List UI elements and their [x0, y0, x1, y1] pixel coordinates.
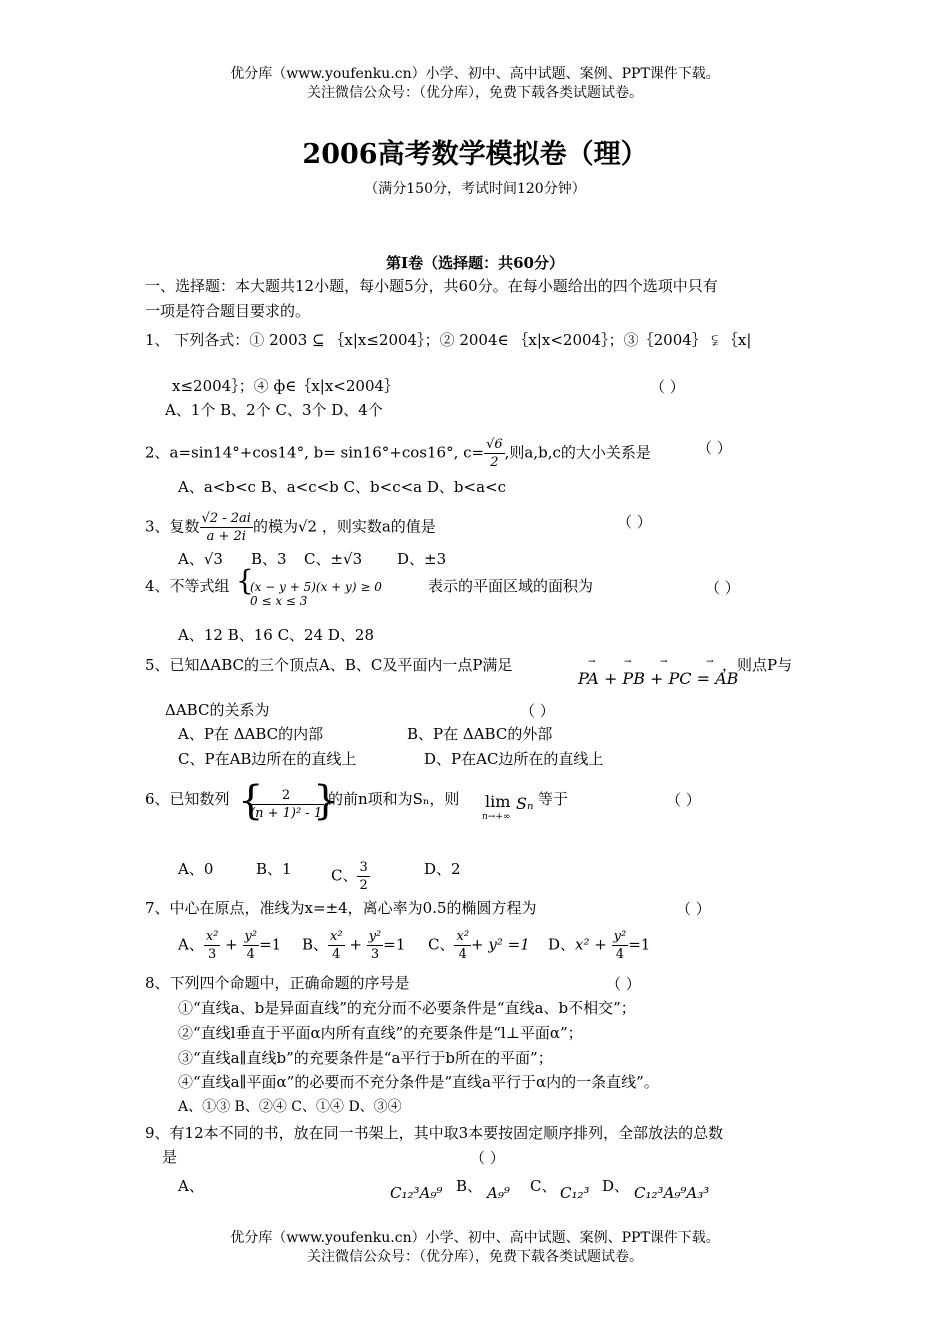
- q6-mid: 的前n项和为Sₙ，则: [328, 790, 460, 808]
- q3-option-c: C、±√3: [304, 550, 363, 568]
- q7-c-label: C、: [428, 935, 455, 954]
- q7-option-a: A、 $\frac{\text{x²}}{3}$ + $\frac{\text{y²}}{4}$ =1: [178, 929, 282, 962]
- q8-stem: 8、下列四个命题中，正确命题的序号是: [145, 974, 410, 992]
- q3-option-d: D、±3: [397, 550, 447, 568]
- q9-option-d-expr: C₁₂³A₉⁹A₃³: [634, 1184, 710, 1202]
- page-title: 2006高考数学模拟卷（理）: [302, 139, 648, 170]
- q7-a-n2: y²: [244, 929, 258, 944]
- q9-option-c-label: C、: [530, 1177, 557, 1195]
- q6-c-den: 2: [359, 878, 368, 893]
- q6-answer-paren: （ ）: [666, 791, 701, 809]
- q2-options: A、a<b<c B、a<c<b C、b<c<a D、b<a<c: [178, 478, 506, 496]
- q2-den: 2: [490, 455, 499, 470]
- q8-answer-paren: （ ）: [606, 975, 641, 993]
- q7-d-tail: =1: [628, 935, 651, 954]
- q7-a-n1: x²: [205, 929, 219, 944]
- q6-c-num: 3: [359, 860, 368, 875]
- q6-lim-sub: n→+∞: [482, 812, 511, 822]
- q3-pre: 3、复数: [145, 517, 200, 536]
- q4-tail: 表示的平面区域的面积为: [428, 577, 594, 595]
- q9-answer-paren: （ ）: [470, 1149, 505, 1167]
- q6-option-a: A、0: [178, 860, 214, 878]
- q9-option-b-label: B、: [456, 1177, 483, 1195]
- q7-option-b: B、 $\frac{\text{x²}}{4}$ + $\frac{\text{y²}}{3}$ =1: [302, 929, 406, 962]
- q7-b-frac-2: [367, 928, 384, 963]
- q3-den: a + 2i: [206, 529, 246, 544]
- q2-tail: ,则a,b,c的大小关系是: [504, 443, 651, 462]
- q7-b-n2: y²: [368, 929, 382, 944]
- q8-item-1: ①“直线a、b是异面直线”的充分而不必要条件是“直线a、b不相交”；: [178, 999, 636, 1017]
- q7-b-frac-1: [328, 928, 345, 963]
- arrow-icon-ab: →: [706, 657, 714, 667]
- q8-item-4: ④“直线a∥平面α”的必要而不充分条件是“直线a平行于α内的一条直线”。: [178, 1073, 659, 1091]
- q7-a-tail: =1: [259, 935, 282, 954]
- q7-d-frac: [612, 928, 629, 963]
- q6-lim: lim: [485, 792, 511, 811]
- q4-sys-2: 0 ≤ x ≤ 3: [250, 594, 308, 608]
- q9-option-b-expr: A₉⁹: [487, 1184, 510, 1202]
- q9-option-c-expr: C₁₂³: [560, 1184, 590, 1202]
- q7-a-frac-2: [243, 928, 260, 963]
- q9-option-d-label: D、: [602, 1177, 630, 1195]
- footer-line-2: 关注微信公众号：（优分库），免费下载各类试题试卷。: [307, 1249, 643, 1265]
- header-line-1: 优分库（www.youfenku.cn）小学、初中、高中试题、案例、PPT课件下载。: [230, 66, 720, 82]
- q5-stem: 5、已知ΔABC的三个顶点A、B、C及平面内一点P满足: [145, 656, 513, 674]
- q7-d-pre: x² +: [575, 935, 607, 954]
- q3-option-a: A、√3: [178, 550, 223, 568]
- q7-a-d2: 4: [246, 947, 255, 962]
- q5-option-b: B、P在 ΔABC的外部: [407, 725, 553, 743]
- q7-option-c: [428, 928, 530, 963]
- q3-stem: [145, 510, 436, 545]
- q5-option-c: C、P在AB边所在的直线上: [178, 750, 357, 768]
- q3-option-b: B、3: [251, 550, 287, 568]
- q2-answer-paren: （ ）: [697, 439, 732, 457]
- q4-pre: 4、不等式组: [145, 577, 230, 595]
- q6-pre: 6、已知数列: [145, 790, 230, 808]
- q6-option-b: B、1: [256, 860, 292, 878]
- q3-fraction: [200, 510, 253, 545]
- q5-vector-expr: PA + PB + PC = AB: [578, 669, 739, 688]
- q9-line-2: 是: [162, 1148, 178, 1166]
- q6-left-brace-icon: {: [238, 778, 264, 824]
- q7-option-d: [548, 928, 650, 963]
- q7-c-d1: 4: [458, 947, 467, 962]
- section-heading: 第Ⅰ卷（选择题：共60分）: [386, 254, 564, 272]
- q7-c-n1: x²: [456, 929, 470, 944]
- q2-stem-text: 2、a=sin14°+cos14°, b= sin16°+cos16°, c=: [145, 443, 485, 462]
- q8-item-2: ②“直线l垂直于平面α内所有直线”的充要条件是“l⊥平面α”；: [178, 1024, 583, 1042]
- q3-mid: 的模为√2 ，则实数a的值是: [252, 517, 436, 536]
- q7-a-frac-1: [204, 928, 221, 963]
- q9-option-a-expr: C₁₂³A₉⁹: [390, 1184, 443, 1202]
- q7-d-label: D、: [548, 935, 576, 954]
- header-line-2: 关注微信公众号：（优分库），免费下载各类试题试卷。: [307, 85, 643, 101]
- q6-tail: 等于: [538, 790, 569, 808]
- page-subtitle: （满分150分，考试时间120分钟）: [364, 181, 586, 197]
- q2-num: √6: [486, 437, 503, 452]
- q3-answer-paren: （ ）: [617, 513, 652, 531]
- q7-b-d1: 4: [332, 947, 341, 962]
- q9-line-1: 9、有12本不同的书，放在同一书架上，其中取3本要按固定顺序排列，全部放法的总数: [145, 1124, 724, 1142]
- q6-sn: Sₙ: [516, 794, 534, 813]
- q7-c-tail: + y² =1: [471, 935, 530, 954]
- q7-b-d2: 3: [370, 947, 380, 962]
- q7-d-d2: 4: [615, 947, 625, 962]
- q9-option-a-label: A、: [178, 1177, 204, 1195]
- q2-stem: [145, 436, 651, 471]
- q5-answer-paren: （ ）: [520, 702, 555, 720]
- q7-answer-paren: （ ）: [676, 900, 711, 918]
- intro-line-1: 一、选择题：本大题共12小题，每小题5分，共60分。在每小题给出的四个选项中只有: [145, 277, 718, 295]
- q4-sys-1: (x − y + 5)(x + y) ≥ 0: [250, 580, 382, 594]
- footer-line-1: 优分库（www.youfenku.cn）小学、初中、高中试题、案例、PPT课件下载。: [230, 1230, 720, 1246]
- q7-b-tail: =1: [383, 935, 406, 954]
- q4-system: [236, 564, 382, 608]
- arrow-icon-pc: →: [660, 657, 668, 667]
- q6-option-c-frac: [357, 859, 369, 894]
- q6-den: (n + 1)² - 1: [250, 806, 323, 821]
- q7-a-d1: 3: [207, 947, 217, 962]
- q5-line-2: ΔABC的关系为: [165, 701, 270, 719]
- q7-stem: 7、中心在原点，准线为x=±4，离心率为0.5的椭圆方程为: [145, 899, 537, 917]
- q4-options: A、12 B、16 C、24 D、28: [178, 626, 375, 644]
- q1-answer-paren: （ ）: [650, 378, 685, 396]
- q4-answer-paren: （ ）: [705, 579, 740, 597]
- q3-num: √2 - 2ai: [201, 511, 251, 526]
- arrow-icon-pb: →: [624, 657, 632, 667]
- q6-num: 2: [248, 787, 324, 805]
- q7-d-n2: y²: [613, 929, 627, 944]
- q5-option-d: D、P在AC边所在的直线上: [424, 750, 604, 768]
- q5-tail: ，则点P与: [722, 656, 793, 674]
- q1-line-2: x≤2004｝；④ ф∈｛x|x<2004｝: [172, 377, 400, 395]
- arrow-icon-pa: →: [588, 657, 596, 667]
- q7-a-label: A、: [178, 935, 204, 954]
- q6-option-c: [331, 859, 370, 894]
- q6-right-brace-icon: }: [313, 778, 339, 824]
- q1-options: A、1个 B、2个 C、3个 D、4个: [165, 401, 383, 419]
- q8-item-3: ③“直线a∥直线b”的充要条件是“a平行于b所在的平面”；: [178, 1049, 553, 1067]
- q6-option-d: D、2: [424, 860, 461, 878]
- q4-brace-icon: {: [236, 564, 254, 597]
- q7-b-n1: x²: [330, 929, 343, 944]
- q8-options: A、①③ B、②④ C、①④ D、③④: [178, 1099, 402, 1115]
- intro-line-2: 一项是符合题目要求的。: [145, 302, 311, 320]
- q2-fraction: [484, 436, 505, 471]
- q5-option-a: A、P在 ΔABC的内部: [178, 725, 324, 743]
- q7-b-label: B、: [302, 935, 329, 954]
- q1-line-1: 1、 下列各式：① 2003 ⊆ ｛x|x≤2004｝；② 2004∈ ｛x|x<2004｝；③｛2004｝ ⫋ ｛x|: [145, 331, 752, 349]
- q7-c-frac-1: [454, 928, 471, 963]
- q6-option-c-label: C、: [331, 866, 358, 885]
